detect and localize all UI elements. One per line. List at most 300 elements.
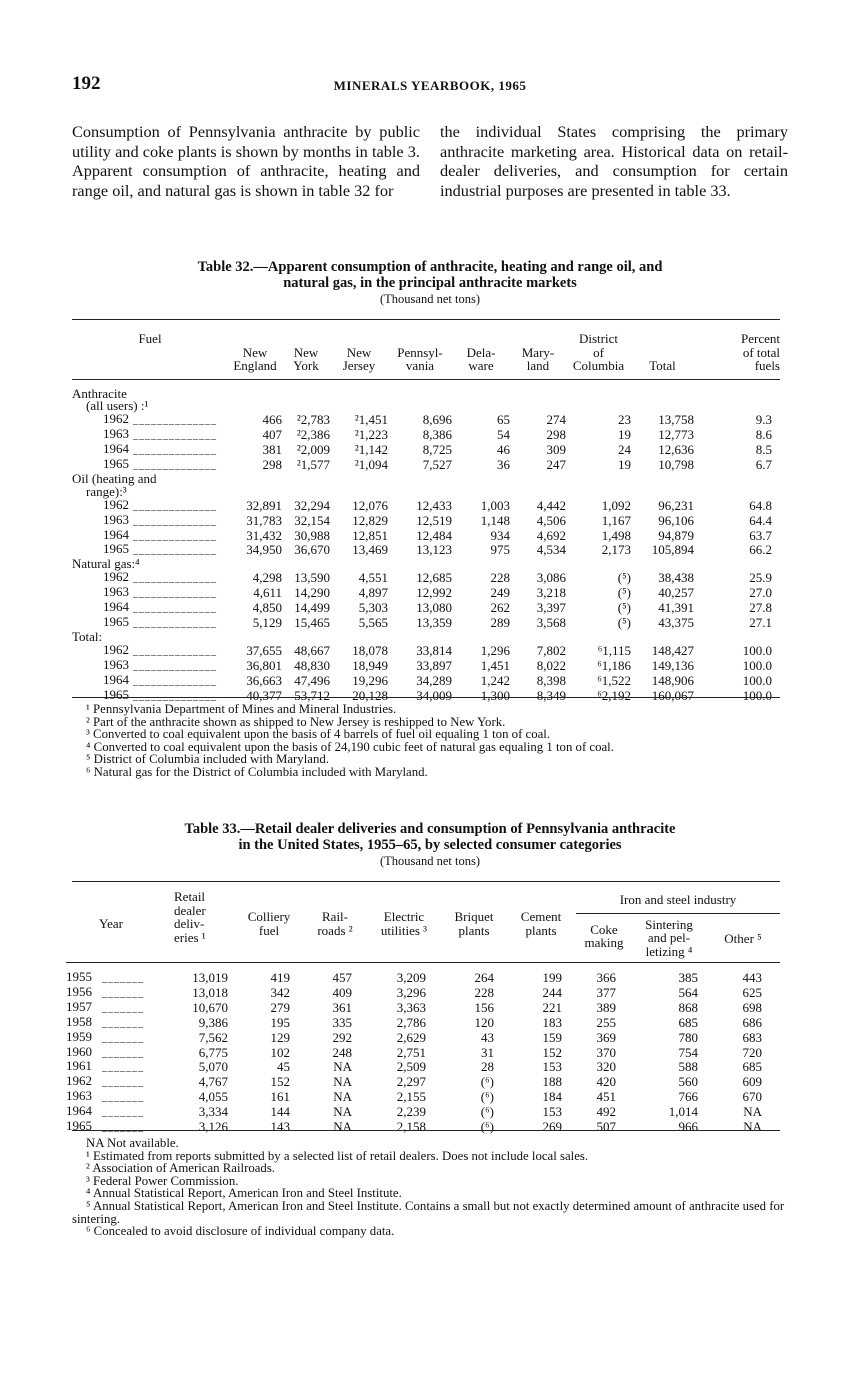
table-cell: 33,814 — [416, 642, 452, 658]
table-cell: ²1,451 — [354, 412, 388, 428]
table-cell: ²2,783 — [296, 412, 330, 428]
table-cell: 96,106 — [658, 512, 694, 528]
table-cell: 105,894 — [651, 542, 694, 558]
table33-header-retail: Retail dealer deliv- eries ¹ — [174, 889, 206, 945]
table32-header-new-jersey: New Jersey — [342, 344, 376, 373]
table-cell: 12,433 — [416, 497, 452, 513]
table-cell: 63.7 — [749, 527, 772, 543]
table33-header-colliery: Colliery fuel — [247, 909, 291, 938]
table33-unit: (Thousand net tons) — [380, 854, 480, 868]
row-year: 1963 _______ — [66, 1088, 144, 1104]
table-cell: 34,009 — [416, 687, 452, 703]
table-cell: 1,300 — [480, 687, 510, 703]
table-cell: 159 — [542, 1029, 562, 1045]
row-year: 1964 ______________ — [103, 599, 217, 615]
table32-unit: (Thousand net tons) — [380, 292, 480, 306]
table-cell: NA — [743, 1104, 762, 1120]
table-cell: 19,296 — [352, 672, 388, 688]
table-cell: 148,427 — [651, 642, 694, 658]
row-year: 1955 _______ — [66, 969, 144, 984]
table-cell: 1,498 — [601, 527, 631, 543]
table-cell: 13,123 — [416, 542, 452, 558]
table-cell: 144 — [270, 1104, 290, 1120]
table-cell: 780 — [678, 1029, 698, 1045]
table33-header-electric: Electric utilities ³ — [380, 909, 428, 938]
table-cell: 152 — [270, 1074, 290, 1090]
table32-top-rule — [72, 319, 780, 320]
table-cell: 255 — [596, 1014, 616, 1030]
table-cell: ²1,577 — [296, 457, 330, 473]
table-cell: 609 — [742, 1074, 762, 1090]
table-cell: 18,078 — [352, 642, 388, 658]
table-cell: 4,611 — [253, 585, 282, 601]
table-cell: 7,527 — [422, 457, 452, 473]
table-row — [72, 443, 780, 458]
table32-group-title: Natural gas:⁴ — [72, 556, 140, 572]
table-cell: 588 — [678, 1059, 698, 1075]
table-cell: 7,802 — [536, 642, 566, 658]
table-cell: (⁶) — [480, 1104, 494, 1120]
table-cell: NA — [743, 1119, 762, 1135]
table32-header-new-england: New England — [233, 344, 277, 373]
table-cell: 686 — [742, 1014, 762, 1030]
footnote: ² Association of American Railroads. — [86, 1161, 275, 1176]
table-cell: 564 — [678, 984, 698, 1000]
table-row — [72, 616, 780, 631]
table-cell: 96,231 — [658, 497, 694, 513]
row-year: 1963 ______________ — [103, 426, 217, 442]
table-cell: 153 — [542, 1104, 562, 1120]
table-cell: 4,534 — [536, 542, 566, 558]
table-cell: 14,290 — [294, 585, 330, 601]
table-cell: 32,154 — [294, 512, 330, 528]
table-row — [72, 571, 780, 586]
table-cell: 1,296 — [480, 642, 510, 658]
row-year: 1963 ______________ — [103, 511, 217, 527]
table-cell: 15,465 — [294, 615, 330, 630]
table33 — [66, 890, 780, 1135]
footnote: ⁴ Converted to coal equivalent upon the basis of 24,190 cubic feet of natural gas equaling 1 ton of coal. — [86, 739, 614, 754]
table-cell: 443 — [742, 970, 762, 985]
table-cell: 38,438 — [658, 570, 694, 586]
table-cell: NA — [333, 1074, 352, 1090]
table-cell: 381 — [262, 442, 282, 458]
table-cell: 4,298 — [252, 570, 282, 586]
table-cell: 3,334 — [198, 1104, 228, 1120]
table-cell: 12,992 — [416, 585, 452, 601]
table33-bottom-rule — [72, 1130, 780, 1131]
table-row — [72, 413, 780, 428]
table-cell: 385 — [678, 970, 698, 985]
table33-footnotes — [72, 1137, 788, 1238]
table-cell: 12,773 — [658, 427, 694, 443]
table-cell: 2,297 — [396, 1074, 426, 1090]
table-row — [72, 543, 780, 558]
table-cell: 8,696 — [422, 412, 452, 428]
intro-left-column: Consumption of Pennsylvania anthracite by public utility and coke plants is shown by months in table 3. Apparent consumption of anthracite, heating and range oil, and natural gas is shown in table 32 for — [72, 122, 420, 200]
table-cell: 2,239 — [396, 1104, 426, 1120]
table-row — [72, 659, 780, 674]
table-cell: 683 — [742, 1029, 762, 1045]
row-year: 1965 ______________ — [103, 456, 217, 472]
footnote: ⁶ Concealed to avoid disclosure of individual company data. — [86, 1224, 395, 1239]
table-cell: 13,469 — [352, 542, 388, 558]
row-year: 1957 _______ — [66, 998, 144, 1014]
table-cell: NA — [333, 1059, 352, 1075]
table-cell: 3,209 — [396, 970, 426, 985]
table-cell: 12,685 — [416, 570, 452, 586]
table-cell: 14,499 — [294, 600, 330, 616]
table-cell: 335 — [332, 1014, 352, 1030]
table-cell: 292 — [332, 1029, 352, 1045]
table-cell: 2,158 — [396, 1119, 426, 1135]
table-cell: 2,155 — [396, 1089, 426, 1105]
table-row — [66, 1001, 780, 1016]
row-year: 1959 _______ — [66, 1028, 144, 1044]
table-cell: 298 — [546, 427, 566, 443]
table-cell: 199 — [542, 970, 562, 985]
table-cell: 5,303 — [358, 600, 388, 616]
row-year: 1956 _______ — [66, 983, 144, 999]
row-year: 1964 ______________ — [103, 671, 217, 687]
table-cell: 129 — [270, 1029, 290, 1045]
table-cell: 361 — [332, 999, 352, 1015]
table-row — [72, 458, 780, 473]
table-cell: 3,296 — [396, 984, 426, 1000]
table-cell: 389 — [596, 999, 616, 1015]
table-cell: 420 — [596, 1074, 616, 1090]
table-cell: 269 — [542, 1119, 562, 1135]
table-cell: 244 — [542, 984, 562, 1000]
table-cell: 1,167 — [601, 512, 631, 528]
table-cell: 228 — [474, 984, 494, 1000]
table33-caption-line2: in the United States, 1955–65, by selected consumer categories — [238, 837, 622, 853]
table-cell: 13,590 — [294, 570, 330, 586]
table-cell: 289 — [490, 615, 510, 630]
row-year: 1962 ______________ — [103, 569, 217, 585]
table-cell: 31,783 — [246, 512, 282, 528]
table-cell: 370 — [596, 1044, 616, 1060]
table-cell: 221 — [542, 999, 562, 1015]
page-number: 192 — [72, 73, 101, 94]
row-year: 1962 ______________ — [103, 411, 217, 427]
table-cell: 12,484 — [416, 527, 452, 543]
table-row — [66, 971, 780, 986]
table-cell: 262 — [490, 600, 510, 616]
table-cell: 143 — [270, 1119, 290, 1135]
table32-caption-line2: natural gas, in the principal anthracite markets — [283, 275, 577, 291]
table-cell: 5,070 — [198, 1059, 228, 1075]
table-cell: 5,129 — [252, 615, 282, 630]
table-cell: 23 — [618, 412, 631, 428]
table-cell: 975 — [490, 542, 510, 558]
table-cell: 31 — [481, 1044, 494, 1060]
table-cell: 8,386 — [422, 427, 452, 443]
table-cell: ⁶1,186 — [597, 657, 631, 673]
table-cell: 4,551 — [358, 570, 388, 586]
table-row — [72, 514, 780, 529]
table-cell: 66.2 — [749, 542, 772, 558]
table-cell: 377 — [596, 984, 616, 1000]
table-cell: 31,432 — [246, 527, 282, 543]
table-row — [72, 644, 780, 659]
table-cell: 2,629 — [396, 1029, 426, 1045]
table-cell: 36 — [497, 457, 510, 473]
table-cell: 12,851 — [352, 527, 388, 543]
table-cell: 247 — [546, 457, 566, 473]
table-cell: 1,003 — [480, 497, 510, 513]
table33-header-cement: Cement plants — [520, 909, 562, 938]
table-cell: 8,022 — [536, 657, 566, 673]
table-cell: (⁶) — [480, 1074, 494, 1090]
table-cell: 18,949 — [352, 657, 388, 673]
footnote: ¹ Pennsylvania Department of Mines and Mineral Industries. — [86, 702, 397, 716]
table-cell: 720 — [742, 1044, 762, 1060]
table-cell: (⁵) — [617, 585, 631, 601]
table-cell: 685 — [742, 1059, 762, 1075]
table-cell: 457 — [332, 970, 352, 985]
table-cell: (⁶) — [480, 1089, 494, 1105]
footnote: ⁵ Annual Statistical Report, American Iron and Steel Institute. Contains a small but not exactly determined amount of anthracite used for sintering. — [72, 1198, 785, 1226]
table33-header-railroads: Rail- roads ² — [317, 909, 353, 938]
table-cell: 625 — [742, 984, 762, 1000]
table-cell: 4,767 — [198, 1074, 228, 1090]
table-cell: 8.6 — [755, 427, 772, 443]
table-cell: 24 — [618, 442, 631, 458]
table32-bottom-rule — [72, 697, 780, 698]
table-cell: 149,136 — [651, 657, 694, 673]
table-cell: 5,565 — [358, 615, 388, 630]
table32-header-row — [72, 332, 780, 373]
table-cell: 65 — [497, 412, 510, 428]
table32-header-new-york: New York — [293, 344, 319, 373]
table-cell: NA — [333, 1089, 352, 1105]
table-cell: (⁵) — [617, 570, 631, 586]
table-cell: 3,397 — [536, 600, 566, 616]
table-cell: 45 — [277, 1059, 290, 1075]
table-cell: 12,076 — [352, 497, 388, 513]
table-cell: 48,667 — [294, 642, 330, 658]
table32-caption-line1: Table 32.—Apparent consumption of anthracite, heating and range oil, and — [197, 259, 663, 275]
table-cell: ²1,094 — [354, 457, 388, 473]
table33-body — [66, 971, 780, 1135]
table-cell: 934 — [490, 527, 510, 543]
table-cell: 560 — [678, 1074, 698, 1090]
table33-header-iron-steel-group: Iron and steel industry — [576, 890, 780, 913]
table-cell: 507 — [596, 1119, 616, 1135]
table-cell: 1,451 — [480, 657, 510, 673]
table-cell: 366 — [596, 970, 616, 985]
table-cell: 7,562 — [198, 1029, 228, 1045]
table-cell: 6,775 — [198, 1044, 228, 1060]
table-cell: 766 — [678, 1089, 698, 1105]
table-cell: ⁶1,522 — [597, 672, 631, 688]
table-cell: 36,801 — [246, 657, 282, 673]
table-cell: 4,055 — [198, 1089, 228, 1105]
table32-caption — [72, 259, 788, 291]
intro-right-column: the individual States comprising the primary anthracite marketing area. Historical data on retail-dealer deliveries, and consumption for certain industrial purposes are presented in table 33. — [440, 122, 788, 200]
table-cell: 100.0 — [742, 642, 772, 658]
table-cell: 966 — [678, 1119, 698, 1135]
table-cell: 27.8 — [749, 600, 772, 616]
table-cell: 64.4 — [749, 512, 772, 528]
table-cell: 40,257 — [658, 585, 694, 601]
table-cell: 685 — [678, 1014, 698, 1030]
table-cell: NA — [333, 1104, 352, 1120]
table-cell: 4,692 — [536, 527, 566, 543]
table-cell: 3,086 — [536, 570, 566, 586]
row-year: 1965 ______________ — [103, 686, 217, 702]
table-cell: 309 — [546, 442, 566, 458]
table-cell: 4,442 — [536, 497, 566, 513]
table33-caption — [72, 821, 788, 853]
table-cell: 100.0 — [742, 687, 772, 703]
table-cell: 64.8 — [749, 497, 772, 513]
table-cell: 48,830 — [294, 657, 330, 673]
table-cell: 1,242 — [480, 672, 510, 688]
footnote: ⁴ Annual Statistical Report, American Iron and Steel Institute. — [86, 1186, 402, 1201]
table-cell: ⁶2,192 — [597, 687, 631, 703]
table-cell: 47,496 — [294, 672, 330, 688]
table-cell: NA — [333, 1119, 352, 1135]
table32-footnotes — [72, 703, 788, 779]
table-cell: 153 — [542, 1059, 562, 1075]
table-cell: 6.7 — [755, 457, 772, 473]
table-cell: 34,950 — [246, 542, 282, 558]
table-cell: 12,829 — [352, 512, 388, 528]
table-row — [72, 499, 780, 514]
table-row — [72, 586, 780, 601]
table-cell: 670 — [742, 1089, 762, 1105]
table-cell: 342 — [270, 984, 290, 1000]
table-cell: 43,375 — [658, 615, 694, 630]
table33-header-coke: Coke making — [584, 921, 624, 950]
table-cell: 188 — [542, 1074, 562, 1090]
table-cell: 228 — [490, 570, 510, 586]
table-cell: 13,080 — [416, 600, 452, 616]
table-cell: 25.9 — [749, 570, 772, 586]
table-cell: 492 — [596, 1104, 616, 1120]
table32 — [72, 332, 780, 703]
footnote: ⁶ Natural gas for the District of Columbia included with Maryland. — [86, 764, 428, 779]
table33-header-other: Other ⁵ — [724, 930, 762, 946]
footnote: ³ Federal Power Commission. — [86, 1173, 239, 1188]
table-cell: 41,391 — [658, 600, 694, 616]
table-cell: 40,377 — [246, 687, 282, 703]
table32-body — [72, 385, 780, 704]
table-row — [66, 1075, 780, 1090]
table-cell: 100.0 — [742, 672, 772, 688]
table-cell: 33,897 — [416, 657, 452, 673]
intro-text — [72, 122, 788, 200]
footnote: ¹ Estimated from reports submitted by a selected list of retail dealers. Does not include local sales. — [86, 1148, 589, 1163]
table-cell: 274 — [546, 412, 566, 428]
table-cell: 152 — [542, 1044, 562, 1060]
row-year: 1963 ______________ — [103, 656, 217, 672]
table-cell: (⁶) — [480, 1119, 494, 1135]
table32-group-title: Anthracite (all users) :¹ — [72, 385, 149, 414]
footnote: ³ Converted to coal equivalent upon the basis of 4 barrels of fuel oil equaling 1 ton of coal. — [86, 727, 551, 742]
table-cell: 12,636 — [658, 442, 694, 458]
row-year: 1963 ______________ — [103, 584, 217, 600]
table-cell: 36,670 — [294, 542, 330, 558]
table-row — [66, 986, 780, 1001]
row-year: 1962 ______________ — [103, 641, 217, 657]
table-cell: 3,363 — [396, 999, 426, 1015]
table32-header-district-of-columbia: District of Columbia — [572, 331, 625, 373]
table-cell: 3,126 — [198, 1119, 228, 1135]
table-cell: 34,289 — [416, 672, 452, 688]
table-cell: 409 — [332, 984, 352, 1000]
table-row — [66, 1046, 780, 1061]
running-title: MINERALS YEARBOOK, 1965 — [333, 78, 527, 93]
table32-group-label — [72, 631, 780, 644]
table-cell: 161 — [270, 1089, 290, 1105]
table-cell: 451 — [596, 1089, 616, 1105]
table-cell: 698 — [742, 999, 762, 1015]
table-row — [66, 1120, 780, 1135]
table-cell: 37,655 — [246, 642, 282, 658]
table-cell: 3,568 — [536, 615, 566, 630]
table-cell: 279 — [270, 999, 290, 1015]
table-cell: 868 — [678, 999, 698, 1015]
table33-top-rule — [72, 881, 780, 882]
table-cell: 10,670 — [192, 999, 228, 1015]
table32-header-percent: Percent of total fuels — [741, 331, 780, 373]
table-row — [66, 1060, 780, 1075]
table-row — [66, 1016, 780, 1031]
table32-header-fuel: Fuel — [138, 331, 162, 346]
table-cell: 8,725 — [422, 442, 452, 458]
table-cell: 4,897 — [358, 585, 388, 601]
table33-header-briquet: Briquet plants — [454, 909, 494, 938]
table-cell: 13,359 — [416, 615, 452, 630]
table-cell: ²2,386 — [296, 427, 330, 443]
row-year: 1962 _______ — [66, 1073, 144, 1089]
table-row — [66, 1090, 780, 1105]
table-cell: 407 — [262, 427, 282, 443]
table32-header-pennsylvania: Pennsyl- vania — [397, 344, 443, 373]
row-year: 1965 _______ — [66, 1118, 144, 1134]
table-cell: 36,663 — [246, 672, 282, 688]
table-cell: 32,891 — [246, 497, 282, 513]
table-cell: 46 — [497, 442, 510, 458]
row-year: 1964 ______________ — [103, 526, 217, 542]
table-row — [72, 428, 780, 443]
table-cell: (⁵) — [617, 600, 631, 616]
table-cell: ⁶1,115 — [597, 642, 631, 658]
table33-header-year: Year — [99, 916, 123, 932]
table-cell: 13,019 — [192, 970, 228, 985]
table-cell: 3,218 — [536, 585, 566, 601]
table33-header-sintering: Sintering and pel- letizing ⁴ — [645, 916, 693, 959]
table32-group-label — [72, 388, 780, 414]
table-row — [66, 1105, 780, 1120]
table-row — [72, 601, 780, 616]
table-cell: 27.1 — [749, 615, 772, 630]
table-cell: 4,506 — [536, 512, 566, 528]
table-cell: 298 — [262, 457, 282, 473]
table32-header-maryland: Mary- land — [521, 344, 555, 373]
footnote: ² Part of the anthracite shown as shipped to New Jersey is reshipped to New York. — [86, 714, 506, 729]
table-cell: 43 — [481, 1029, 494, 1045]
table-cell: 10,798 — [658, 457, 694, 473]
table-cell: 248 — [332, 1044, 352, 1060]
table-cell: 32,294 — [294, 497, 330, 513]
table-cell: 419 — [270, 970, 290, 985]
table32-group-title: Total: — [72, 628, 103, 644]
table32-header-total: Total — [649, 358, 676, 373]
